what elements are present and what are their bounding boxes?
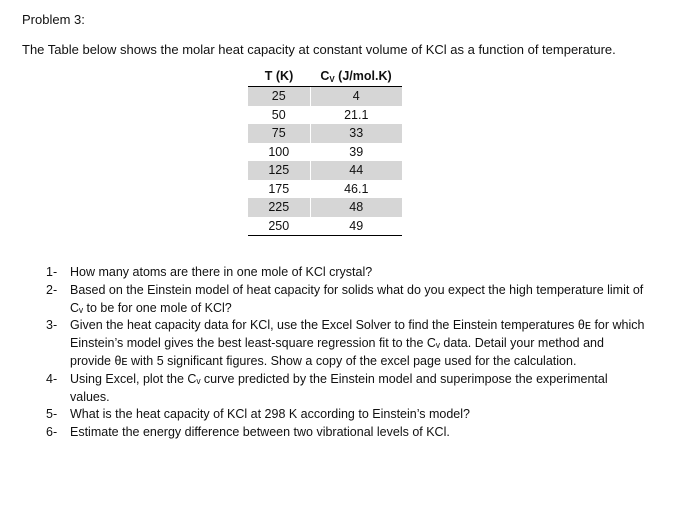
cell-heat-capacity: 48 (310, 198, 402, 217)
table-row (248, 180, 402, 199)
cell-temperature: 225 (248, 198, 310, 217)
question-text: Estimate the energy difference between two vibrational levels of KCl. (70, 425, 450, 440)
question-list (46, 264, 646, 442)
question-text: What is the heat capacity of KCl at 298 K according to Einstein’s model? (70, 407, 470, 422)
question-number: 6- (46, 425, 58, 440)
table-row (248, 143, 402, 162)
cell-heat-capacity: 39 (349, 144, 364, 159)
question-item (46, 282, 646, 318)
table-row (248, 198, 402, 217)
cell-temperature: 250 (248, 217, 310, 236)
question-number: 3- (46, 318, 58, 333)
cell-temperature: 125 (248, 161, 310, 180)
question-number: 1- (46, 265, 58, 279)
heat-capacity-table (248, 66, 402, 236)
cell-heat-capacity: 33 (310, 124, 402, 143)
header-heat-capacity (310, 66, 402, 87)
question-item (46, 264, 646, 282)
question-number: 4- (46, 371, 58, 386)
header-temperature: T (K) (248, 66, 310, 87)
question-text: Using Excel, plot the Cᵥ curve predicted by the Einstein model and superimpose the experimental values. (70, 371, 608, 404)
table-row (248, 87, 402, 106)
cell-temperature: 75 (248, 124, 310, 143)
cell-heat-capacity: 49 (310, 217, 402, 236)
question-text: Based on the Einstein model of heat capacity for solids what do you expect the high temperature limit of Cᵥ to be for one mole of KCl? (70, 282, 644, 315)
cell-heat-capacity: 46.1 (344, 181, 369, 196)
problem-title: Problem 3: (22, 12, 85, 27)
cell-heat-capacity: 44 (310, 161, 402, 180)
question-item (46, 371, 646, 407)
question-text: Given the heat capacity data for KCl, use the Excel Solver to find the Einstein temperatures θᴇ for which Einstein’s model gives the best least-square regression fit to the Cᵥ data. Detail your method and provide θᴇ with 5 significant figures. Show a copy of the excel page used for the calculation. (70, 318, 645, 368)
question-number: 5- (46, 407, 58, 422)
table-row (248, 124, 402, 143)
cell-heat-capacity: 4 (310, 87, 402, 106)
cell-temperature: 50 (248, 106, 310, 125)
question-item (46, 406, 646, 424)
question-item (46, 317, 646, 370)
question-item (46, 424, 646, 442)
cell-temperature: 25 (248, 87, 310, 106)
cell-temperature: 175 (248, 180, 310, 199)
header-cv-unit: (J/mol.K) (334, 68, 392, 83)
table-row (248, 106, 402, 125)
table-header-row (248, 66, 402, 87)
table-row (248, 217, 402, 236)
question-text: How many atoms are there in one mole of KCl crystal? (70, 265, 373, 279)
cell-temperature: 100 (248, 143, 310, 162)
cell-heat-capacity: 21.1 (344, 107, 369, 122)
header-cv-subscript: V (329, 74, 335, 84)
problem-intro: The Table below shows the molar heat capacity at constant volume of KCl as a function of temperature. (22, 42, 616, 57)
question-number: 2- (46, 282, 58, 297)
header-cv-symbol: C (320, 68, 330, 83)
table-row (248, 161, 402, 180)
